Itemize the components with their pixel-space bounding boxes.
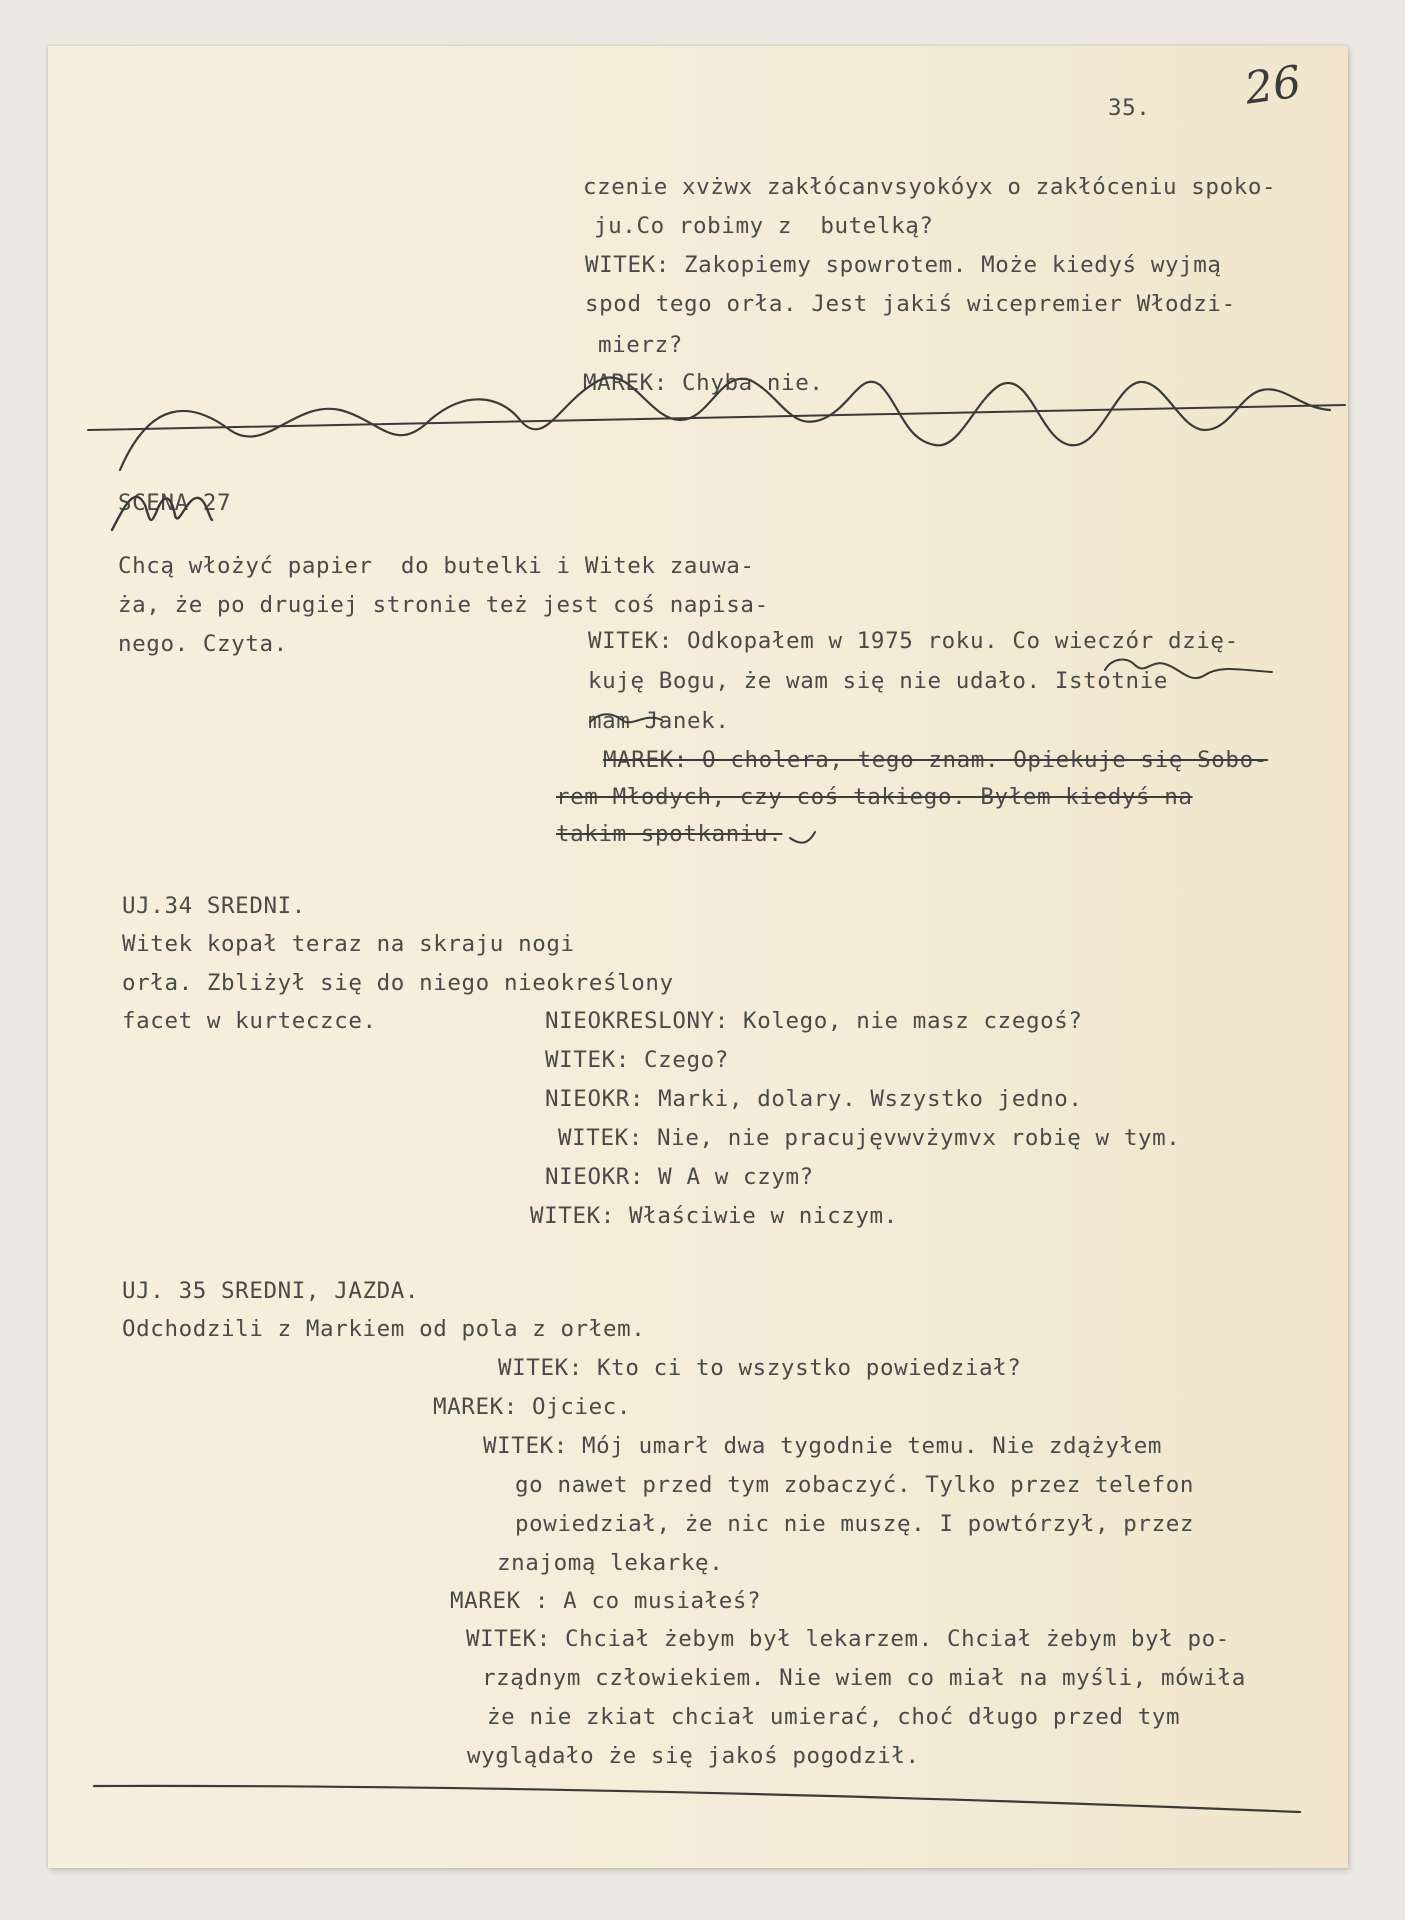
- text-line: WITEK: Odkopałem w 1975 roku. Co wieczór dzię-: [588, 628, 1239, 654]
- text-line: NIEOKR: W A w czym?: [545, 1164, 814, 1190]
- ink-scribble-istotnie: [1105, 660, 1272, 679]
- text-line: orła. Zbliżył się do niego nieokreślony: [122, 970, 674, 996]
- text-line: NIEOKRESLONY: Kolego, nie masz czegoś?: [545, 1008, 1083, 1034]
- shot-heading: UJ. 35 SREDNI, JAZDA.: [122, 1278, 420, 1304]
- text-line: znajomą lekarkę.: [497, 1550, 724, 1576]
- handwritten-page-number: 26: [1241, 56, 1305, 115]
- text-line: WITEK: Kto ci to wszystko powiedział?: [498, 1355, 1022, 1381]
- text-line: że nie zkiat chciał umierać, choć długo przed tym: [487, 1704, 1181, 1730]
- text-line: Odchodzili z Markiem od pola z orłem.: [122, 1316, 646, 1342]
- text-line: czenie xvżwx zakłócanvsyokóyx o zakłóceniu spoko-: [583, 174, 1277, 200]
- text-line: WITEK: Nie, nie pracujęvwvżymvx robię w tym.: [558, 1125, 1181, 1151]
- struck-line: MAREK: O cholera, tego znam. Opiekuje się Sobo-: [603, 747, 1268, 773]
- text-line: WITEK: Właściwie w niczym.: [530, 1203, 898, 1229]
- text-line: NIEOKR: Marki, dolary. Wszystko jedno.: [545, 1086, 1083, 1112]
- text-line: powiedział, że nic nie muszę. I powtórzył, przez: [515, 1511, 1195, 1537]
- page-number: 35.: [1108, 95, 1151, 121]
- text-line: spod tego orła. Jest jakiś wicepremier Włodzi-: [585, 291, 1236, 317]
- text-line: ża, że po drugiej stronie też jest coś napisa-: [118, 592, 769, 618]
- text-line: mierz?: [598, 332, 683, 358]
- text-line: Witek kopał teraz na skraju nogi: [122, 931, 575, 957]
- scene-heading: SCENA 27: [118, 490, 232, 516]
- shot-heading: UJ.34 SREDNI.: [122, 893, 306, 919]
- struck-line: rem Młodych, czy coś takiego. Byłem kiedyś na: [556, 784, 1193, 810]
- text-line: rządnym człowiekiem. Nie wiem co miał na myśli, mówiła: [482, 1665, 1246, 1691]
- text-line: Chcą włożyć papier do butelki i Witek zauwa-: [118, 553, 755, 579]
- text-line: WITEK: Mój umarł dwa tygodnie temu. Nie zdążyłem: [483, 1433, 1163, 1459]
- text-line: WITEK: Zakopiemy spowrotem. Może kiedyś wyjmą: [585, 252, 1222, 278]
- text-line: wyglądało że się jakoś pogodził.: [467, 1743, 920, 1769]
- text-line: MAREK: Chyba nie.: [583, 370, 824, 396]
- text-line: nego. Czyta.: [118, 631, 288, 657]
- text-line: ju.Co robimy z butelką?: [594, 213, 934, 239]
- text-line: kuję Bogu, że wam się nie udało. Istotnie: [588, 668, 1168, 694]
- text-line: go nawet przed tym zobaczyć. Tylko przez telefon: [515, 1472, 1195, 1498]
- text-line: MAREK : A co musiałeś?: [450, 1588, 762, 1614]
- text-line: WITEK: Chciał żebym był lekarzem. Chciał żebym był po-: [466, 1626, 1230, 1652]
- ink-rule-top: [88, 405, 1345, 430]
- text-line: facet w kurteczce.: [122, 1008, 377, 1034]
- text-line: WITEK: Czego?: [545, 1047, 729, 1073]
- text-line: mam Janek.: [588, 708, 730, 734]
- text-line: MAREK: Ojciec.: [433, 1394, 632, 1420]
- ink-scribble-scena: [112, 497, 212, 530]
- struck-line: takim spotkaniu.: [556, 821, 783, 847]
- ink-wave-strike: [120, 377, 1330, 470]
- ink-rule-bottom: [94, 1786, 1300, 1812]
